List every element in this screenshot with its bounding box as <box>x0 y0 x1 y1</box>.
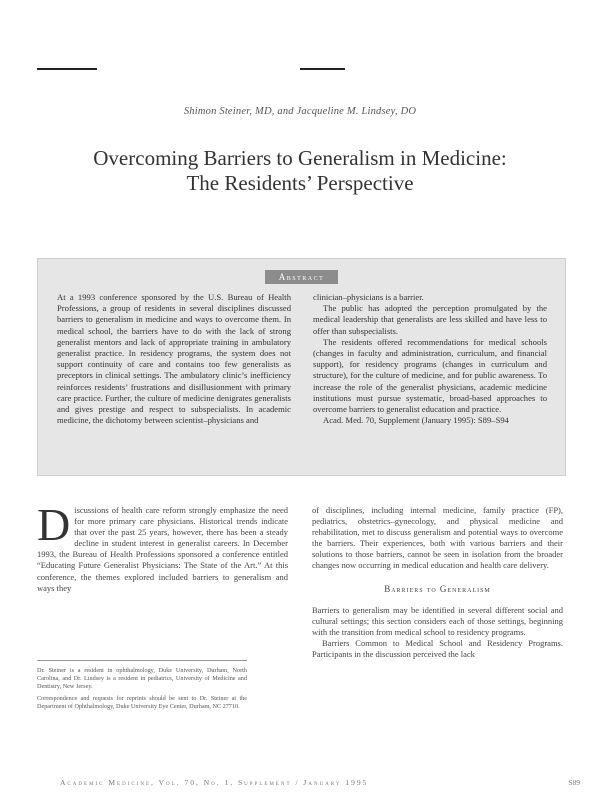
title-line-1: Overcoming Barriers to Generalism in Medicine: <box>93 146 507 170</box>
body-left-column <box>37 499 288 715</box>
abstract-header <box>38 267 565 285</box>
article-title <box>40 146 560 196</box>
abstract-citation: Acad. Med. 70, Supplement (January 1995): S89–S94 <box>323 415 509 426</box>
abstract-paragraph: clinician–physicians is a barrier. <box>313 292 424 302</box>
intro-paragraph <box>37 499 288 594</box>
article-body <box>37 499 564 715</box>
title-line-2: The Residents’ Perspective <box>186 171 414 195</box>
body-paragraph: of disciplines, including internal medicine, family practice (FP), pediatrics, obstetrics–gynecology, and physical medicine and rehabilitation, met to discuss generalism and potential ways to overcome the barriers. Their experiences, both with various barriers and their solutions to those barriers, cannot be seen in isolation from the broader changes now occurring in medical education and health care delivery. <box>312 505 563 571</box>
section-heading: Barriers to Generalism <box>384 583 491 594</box>
body-paragraph: Barriers to generalism may be identified in several different social and cultural settings; this section considers each of those settings, beginning with the transition from medical school to residency programs. <box>312 604 563 637</box>
footnote-affiliation: Dr. Steiner is a resident in ophthalmology, Duke University, Durham, North Carolina, and Dr. Lindsey is a resident in pediatrics, University of Medicine and Dentistry, New Jersey. <box>37 666 247 690</box>
body-right-column <box>312 505 563 715</box>
drop-cap: D <box>37 499 71 550</box>
running-title: Academic Medicine, Vol. 70, No. 1, Supplement / January 1995 <box>60 778 369 787</box>
abstract-paragraph: The public has adopted the perception promulgated by the medical leadership that generalists are less skilled and have less to offer than subspecialists. <box>313 303 547 336</box>
abstract-box <box>37 258 566 476</box>
top-rule-left <box>37 68 97 70</box>
intro-text: iscussions of health care reform strongly emphasize the need for more primary care physicians. Historical trends indicate that over the past 25 years, however, there has been a steady decline in student interest in generalist careers. In December 1993, the Bureau of Health Professions sponsored a conference entitled “Educating Future Generalist Physicians: The State of the Art.” At this conference, the themes explored included barriers to generalism and ways they <box>37 505 288 593</box>
abstract-heading: Abstract <box>265 270 339 284</box>
page-number: S89 <box>568 778 580 787</box>
footnote-correspondence: Correspondence and requests for reprints should be sent to Dr. Steiner at the Department of Ophthalmology, Duke University Eye Center, Durham, NC 27710. <box>37 694 247 710</box>
body-paragraph: Barriers Common to Medical School and Residency Programs. Participants in the discussion perceived the lack <box>312 637 563 660</box>
abstract-right-column <box>313 292 547 426</box>
abstract-paragraph: The residents offered recommendations for medical schools (changes in faculty and administration, curriculum, and financial support), for residency programs (changes in curriculum and structure), for the culture of medicine, and for public awareness. To increase the role of the generalist physicians, academic medicine institutions must pursue systematic, broad-based approaches to overcome barriers to generalist education and practice. <box>313 336 547 415</box>
footnotes <box>37 660 247 711</box>
top-rule-right <box>300 68 345 70</box>
abstract-paragraph: At a 1993 conference sponsored by the U.S. Bureau of Health Professions, a group of residents in several disciplines discussed barriers to generalism in medicine and ways to overcome them. In medical school, the barriers have to do with the lack of strong generalist mentors and lack of appropriate training in ambulatory generalist practice. In residency programs, the system does not support continuity of care and contains too few generalists as preceptors in clinical settings. The ambulatory clinic’s inefficiency reinforces residents’ frustrations and disillusionment with primary care practice. Further, the culture of medicine denigrates generalists and gives prestige and respect to subspecialists. In academic medicine, the dichotomy between scientist–physicians and <box>57 292 291 426</box>
running-footer <box>60 778 580 787</box>
abstract-columns <box>57 292 548 426</box>
abstract-left-column <box>57 292 291 426</box>
author-line: Shimon Steiner, MD, and Jacqueline M. Lindsey, DO <box>183 106 417 117</box>
